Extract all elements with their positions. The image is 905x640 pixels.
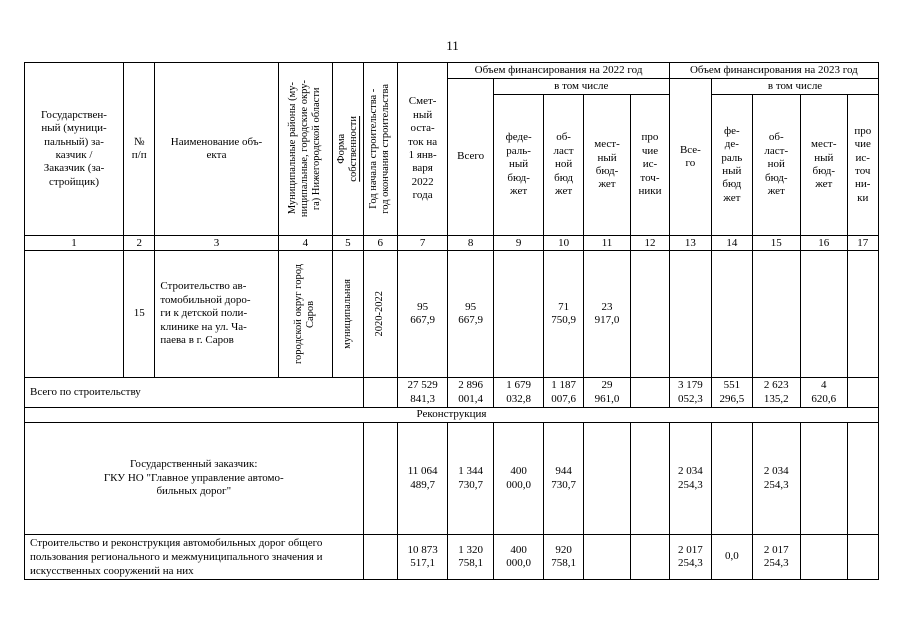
table-row-roads — [25, 535, 879, 580]
header-ownership-line1: Форма — [335, 134, 347, 164]
col-number: 4 — [278, 236, 333, 251]
header-num: № п/п — [124, 63, 155, 236]
cell-object-total-2022: 95 667,9 — [448, 251, 493, 378]
table-row-gku — [25, 423, 879, 535]
header-years — [363, 63, 397, 236]
cell-empty — [801, 535, 847, 580]
header-fin-2023: Объем финансирования на 2023 год — [669, 63, 878, 79]
section-reconstruction-title: Реконструкция — [25, 408, 879, 423]
header-row-1 — [25, 63, 879, 79]
cell-total-regional-2023: 2 623 135,2 — [752, 378, 801, 408]
section-row-reconstruction — [25, 408, 879, 423]
cell-empty — [363, 535, 397, 580]
cell-object-years — [363, 251, 397, 378]
header-ownership — [333, 63, 363, 236]
cell-empty — [583, 423, 630, 535]
cell-empty — [631, 535, 669, 580]
header-ownership-text — [336, 116, 360, 182]
header-ownership-line2: собственности — [347, 116, 359, 182]
cell-total-label: Всего по строительству — [25, 378, 364, 408]
col-number: 1 — [25, 236, 124, 251]
col-number: 6 — [363, 236, 397, 251]
cell-empty — [25, 251, 124, 378]
cell-total-total-2023: 3 179 052,3 — [669, 378, 711, 408]
cell-object-remaining: 95 667,9 — [397, 251, 448, 378]
col-number: 17 — [847, 236, 878, 251]
cell-empty — [669, 251, 711, 378]
cell-empty — [801, 251, 847, 378]
header-customer: Государствен- ный (муници- пальный) за- казчик / Заказчик (за- стройщик) — [25, 63, 124, 236]
cell-object-num: 15 — [124, 251, 155, 378]
cell-empty — [631, 378, 669, 408]
header-total-2023: Все- го — [669, 79, 711, 236]
cell-object-ownership-text: муниципальная — [341, 279, 353, 349]
cell-gku-total-2023: 2 034 254,3 — [669, 423, 711, 535]
cell-empty — [631, 251, 669, 378]
cell-gku-remaining: 11 064 489,7 — [397, 423, 448, 535]
header-fin-2022: Объем финансирования на 2022 год — [448, 63, 669, 79]
header-federal-2022: феде- раль- ный бюд- жет — [493, 95, 544, 236]
cell-total-regional-2022: 1 187 007,6 — [544, 378, 583, 408]
header-incl-2022: в том числе — [493, 79, 669, 95]
cell-gku-federal-2022: 400 000,0 — [493, 423, 544, 535]
cell-object-district-text: городской округ город Саров — [293, 263, 317, 365]
col-number: 8 — [448, 236, 493, 251]
col-number: 5 — [333, 236, 363, 251]
header-federal-2023: фе- де- раль ный бюд жет — [712, 95, 752, 236]
col-number: 2 — [124, 236, 155, 251]
cell-empty — [847, 423, 878, 535]
col-number: 15 — [752, 236, 801, 251]
cell-object-district — [278, 251, 333, 378]
cell-empty — [363, 378, 397, 408]
header-incl-2023: в том числе — [712, 79, 879, 95]
cell-object-ownership — [333, 251, 363, 378]
cell-gku-total-2022: 1 344 730,7 — [448, 423, 493, 535]
cell-total-local-2022: 29 961,0 — [583, 378, 630, 408]
cell-empty — [847, 535, 878, 580]
cell-roads-federal-2023: 0,0 — [712, 535, 752, 580]
col-number: 13 — [669, 236, 711, 251]
col-number: 7 — [397, 236, 448, 251]
cell-roads-label: Строительство и реконструкция автомобильных дорог общего пользования регионального и межмуниципального значения и искусственных сооружений на них — [25, 535, 364, 580]
cell-roads-regional-2023: 2 017 254,3 — [752, 535, 801, 580]
cell-empty — [752, 251, 801, 378]
cell-empty — [847, 251, 878, 378]
cell-object-regional-2022: 71 750,9 — [544, 251, 583, 378]
cell-object-local-2022: 23 917,0 — [583, 251, 630, 378]
header-total-2022: Всего — [448, 79, 493, 236]
header-other-2023: про чие ис- точ ни- ки — [847, 95, 878, 236]
col-number: 11 — [583, 236, 630, 251]
table-row-total-construction — [25, 378, 879, 408]
cell-empty — [631, 423, 669, 535]
cell-empty — [712, 251, 752, 378]
column-number-row — [25, 236, 879, 251]
cell-total-remaining: 27 529 841,3 — [397, 378, 448, 408]
cell-total-federal-2023: 551 296,5 — [712, 378, 752, 408]
header-remaining: Смет- ный оста- ток на 1 янв- варя 2022 года — [397, 63, 448, 236]
cell-empty — [801, 423, 847, 535]
header-districts — [278, 63, 333, 236]
cell-total-federal-2022: 1 679 032,8 — [493, 378, 544, 408]
cell-empty — [493, 251, 544, 378]
cell-empty — [712, 423, 752, 535]
header-local-2022: мест- ный бюд- жет — [583, 95, 630, 236]
header-districts-text: Муниципальные районы (му- ниципальные, городские окру- га) Нижегородской области — [287, 80, 323, 218]
cell-empty — [847, 378, 878, 408]
col-number: 9 — [493, 236, 544, 251]
cell-total-local-2023: 4 620,6 — [801, 378, 847, 408]
header-object-name: Наименование объ- екта — [155, 63, 278, 236]
header-other-2022: про чие ис- точ- ники — [631, 95, 669, 236]
cell-empty — [583, 535, 630, 580]
col-number: 12 — [631, 236, 669, 251]
header-regional-2023: об- ласт- ной бюд- жет — [752, 95, 801, 236]
cell-gku-label: Государственный заказчик: ГКУ НО "Главное управление автомо- бильных дорог" — [25, 423, 364, 535]
col-number: 3 — [155, 236, 278, 251]
cell-roads-total-2023: 2 017 254,3 — [669, 535, 711, 580]
cell-roads-regional-2022: 920 758,1 — [544, 535, 583, 580]
financing-table — [24, 62, 879, 580]
col-number: 16 — [801, 236, 847, 251]
page-number: 11 — [446, 38, 459, 53]
cell-gku-regional-2023: 2 034 254,3 — [752, 423, 801, 535]
header-local-2023: мест- ный бюд- жет — [801, 95, 847, 236]
header-years-text: Год начала строительства - год окончания строительства — [368, 84, 392, 214]
col-number: 14 — [712, 236, 752, 251]
cell-total-total-2022: 2 896 001,4 — [448, 378, 493, 408]
cell-roads-remaining: 10 873 517,1 — [397, 535, 448, 580]
col-number: 10 — [544, 236, 583, 251]
header-regional-2022: об- ласт ной бюд жет — [544, 95, 583, 236]
cell-gku-regional-2022: 944 730,7 — [544, 423, 583, 535]
cell-object-name: Строительство ав- томобильной доро- ги к детской поли- клинике на ул. Ча- паева в г. Саров — [155, 251, 278, 378]
cell-roads-federal-2022: 400 000,0 — [493, 535, 544, 580]
cell-roads-total-2022: 1 320 758,1 — [448, 535, 493, 580]
cell-empty — [363, 423, 397, 535]
table-row-object — [25, 251, 879, 378]
cell-object-years-text: 2020-2022 — [374, 291, 386, 337]
